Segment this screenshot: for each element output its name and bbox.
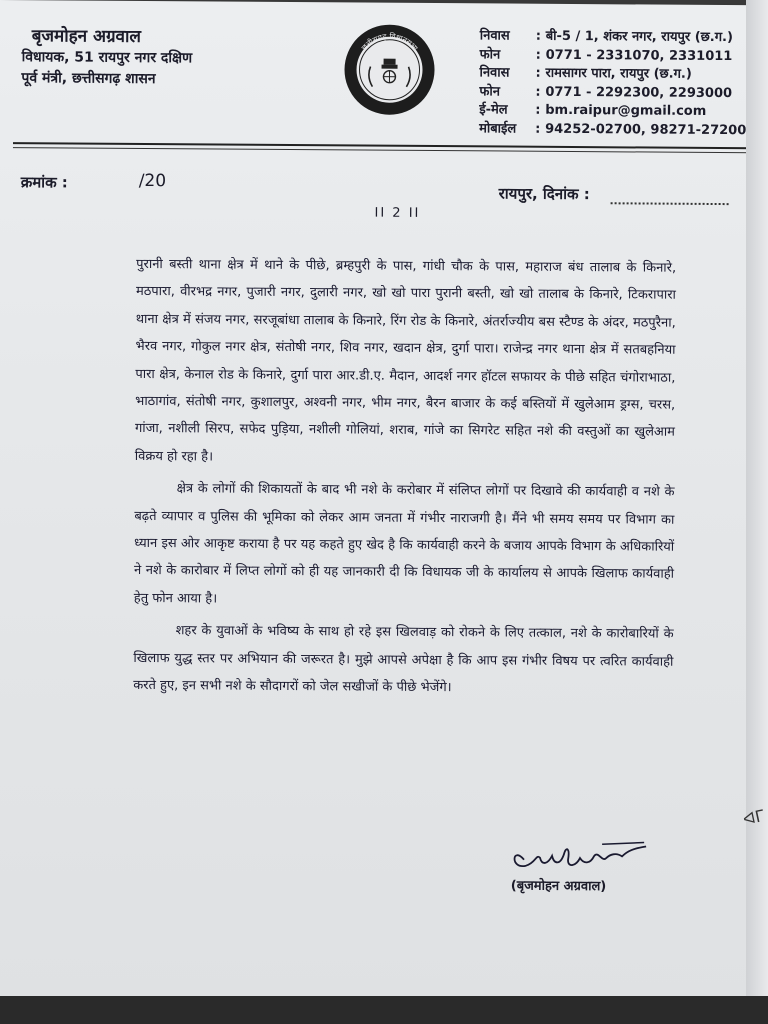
contact-sep: : bbox=[535, 28, 542, 44]
reference-number: /20 bbox=[138, 170, 167, 192]
contact-value: बी-5 / 1, शंकर नगर, रायपुर (छ.ग.) bbox=[545, 28, 733, 46]
contact-row bbox=[479, 102, 746, 122]
body-paragraph: क्षेत्र के लोगों की शिकायतों के बाद भी नशे के करोबार में संलिप्त लोगों पर दिखावे की कार्यवाही व नशे के बढ़ते व्यापार व पुलिस की भूमिका को लेकर आम जनता में गंभीर नाराजगी है। मैंने भी समय समय पर विभाग का ध्यान इस ओर आकृष्ट कराया है पर यह कहते हुए खेद है कि कार्यवाही करने के बजाय आपके विभाग के अधिकारियों ने नशे के कारोबार में लिप्त लोगों को ही यह जानकारी दी कि विधायक जी के कार्यालय से आपके खिलाफ कार्यवाही हेतु फोन आया है। bbox=[133, 481, 675, 607]
contact-sep: : bbox=[535, 47, 541, 63]
contact-row bbox=[479, 65, 746, 85]
contact-row bbox=[480, 27, 747, 47]
sender-former-post: पूर्व मंत्री, छत्तीसगढ़ शासन bbox=[21, 70, 156, 88]
emblem-bottom-text: सत्यमेव जयते bbox=[373, 87, 406, 100]
contact-value: रामसागर पारा, रायपुर (छ.ग.) bbox=[545, 65, 692, 83]
sender-designation: विधायक, 51 रायपुर नगर दक्षिण bbox=[21, 49, 193, 67]
contact-row bbox=[479, 83, 746, 103]
contact-label: निवास bbox=[479, 28, 510, 44]
reference-label: क्रमांक : bbox=[20, 173, 68, 192]
body-paragraph: पुरानी बस्ती थाना क्षेत्र में थाने के पीछे, ब्रम्हपुरी के पास, गांधी चौक के पास, महाराज बंध तालाब के किनारे, मठपारा, वीरभद्र नगर, पुजारी नगर, दुलारी नगर, खो खो पारा पुरानी बस्ती, खो खो तालाब के किनारे, टिकरापारा थाना क्षेत्र में संजय नगर, सरजूबांधा तालाब के किनारे, रिंग रोड के किनारे, अंतर्राज्यीय बस स्टैण्ड के अंदर, मठपुरैना, भैरव नगर, गोकुल नगर क्षेत्र, संतोषी नगर, शिव नगर, खदान क्षेत्र, दुर्गा पारा। राजेन्द्र नगर थाना क्षेत्र में सतबहनिया पारा क्षेत्र, केनाल रोड के किनारे, दुर्गा पारा आर.डी.ए. मैदान, आदर्श नगर हॉटल सफायर के पीछे सहित चंगोराभाठा, भाठागांव, संतोषी नगर, कुशालपुर, अश्वनी नगर, भीम नगर, बैरन बाजार के कई बस्तियों में खुलेआम ड्रग्स, चरस, गांजा, नशीली सिरप, सफेद पुड़िया, नशीली गोलियां, शराब, गांजे का सिगरेट सहित नशे की वस्तुओं का खुलेआम विक्रय हो रहा है। bbox=[134, 256, 677, 465]
background-surface bbox=[0, 996, 768, 1024]
sender-name: बृजमोहन अग्रवाल bbox=[31, 26, 142, 47]
contact-value: 94252-02700, 98271-27200 bbox=[545, 121, 747, 139]
handwritten-signature bbox=[506, 836, 656, 877]
contact-value: 0771 - 2331070, 2331011 bbox=[545, 47, 733, 64]
contact-sep: : bbox=[535, 103, 541, 119]
emblem-ring-text bbox=[344, 24, 435, 115]
contact-email: bm.raipur@gmail.com bbox=[545, 103, 707, 120]
contact-sep: : bbox=[535, 84, 541, 100]
contact-sep: : bbox=[535, 65, 541, 81]
contact-label: मोबाईल bbox=[479, 121, 517, 137]
contact-row bbox=[479, 120, 746, 140]
paper-edge bbox=[746, 0, 768, 1024]
date-blank-line bbox=[611, 202, 729, 205]
contact-label: निवास bbox=[479, 65, 510, 81]
page-number: II 2 II bbox=[374, 205, 421, 221]
state-emblem-icon bbox=[344, 24, 435, 115]
sender-block bbox=[21, 26, 192, 90]
contact-block bbox=[479, 27, 747, 140]
contact-row bbox=[480, 46, 747, 66]
contact-label: फोन bbox=[479, 46, 501, 63]
emblem-top-text: छत्तीसगढ़ विधानसभा bbox=[359, 31, 420, 53]
city-date-label: रायपुर, दिनांक : bbox=[498, 184, 590, 204]
contact-value: 0771 - 2292300, 2293000 bbox=[545, 84, 733, 101]
letter-body bbox=[133, 251, 676, 708]
contact-label: फोन bbox=[479, 84, 501, 100]
contact-sep: : bbox=[535, 121, 541, 137]
signer-name: (बृजमोहन अग्रवाल) bbox=[510, 878, 607, 895]
margin-scribble: ᐊᒥ bbox=[741, 806, 766, 829]
svg-text:सत्यमेव जयते bbox=[373, 87, 406, 99]
letterhead bbox=[0, 0, 760, 165]
body-paragraph: शहर के युवाओं के भविष्य के साथ हो रहे इस खिलवाड़ को रोकने के लिए तत्काल, नशे के कारोबारियों के खिलाफ युद्ध स्तर पर अभियान की जरूरत है। मुझे आपसे अपेक्षा है कि आप इस गंभीर विषय पर त्वरित कार्यवाही करते हुए, इन सभी नशे के सौदागरों को जेल सखीजों के पीछे भेजेंगे। bbox=[133, 623, 674, 696]
svg-text:छत्तीसगढ़ विधानसभा bbox=[359, 31, 420, 53]
contact-label: ई-मेल bbox=[479, 102, 508, 118]
